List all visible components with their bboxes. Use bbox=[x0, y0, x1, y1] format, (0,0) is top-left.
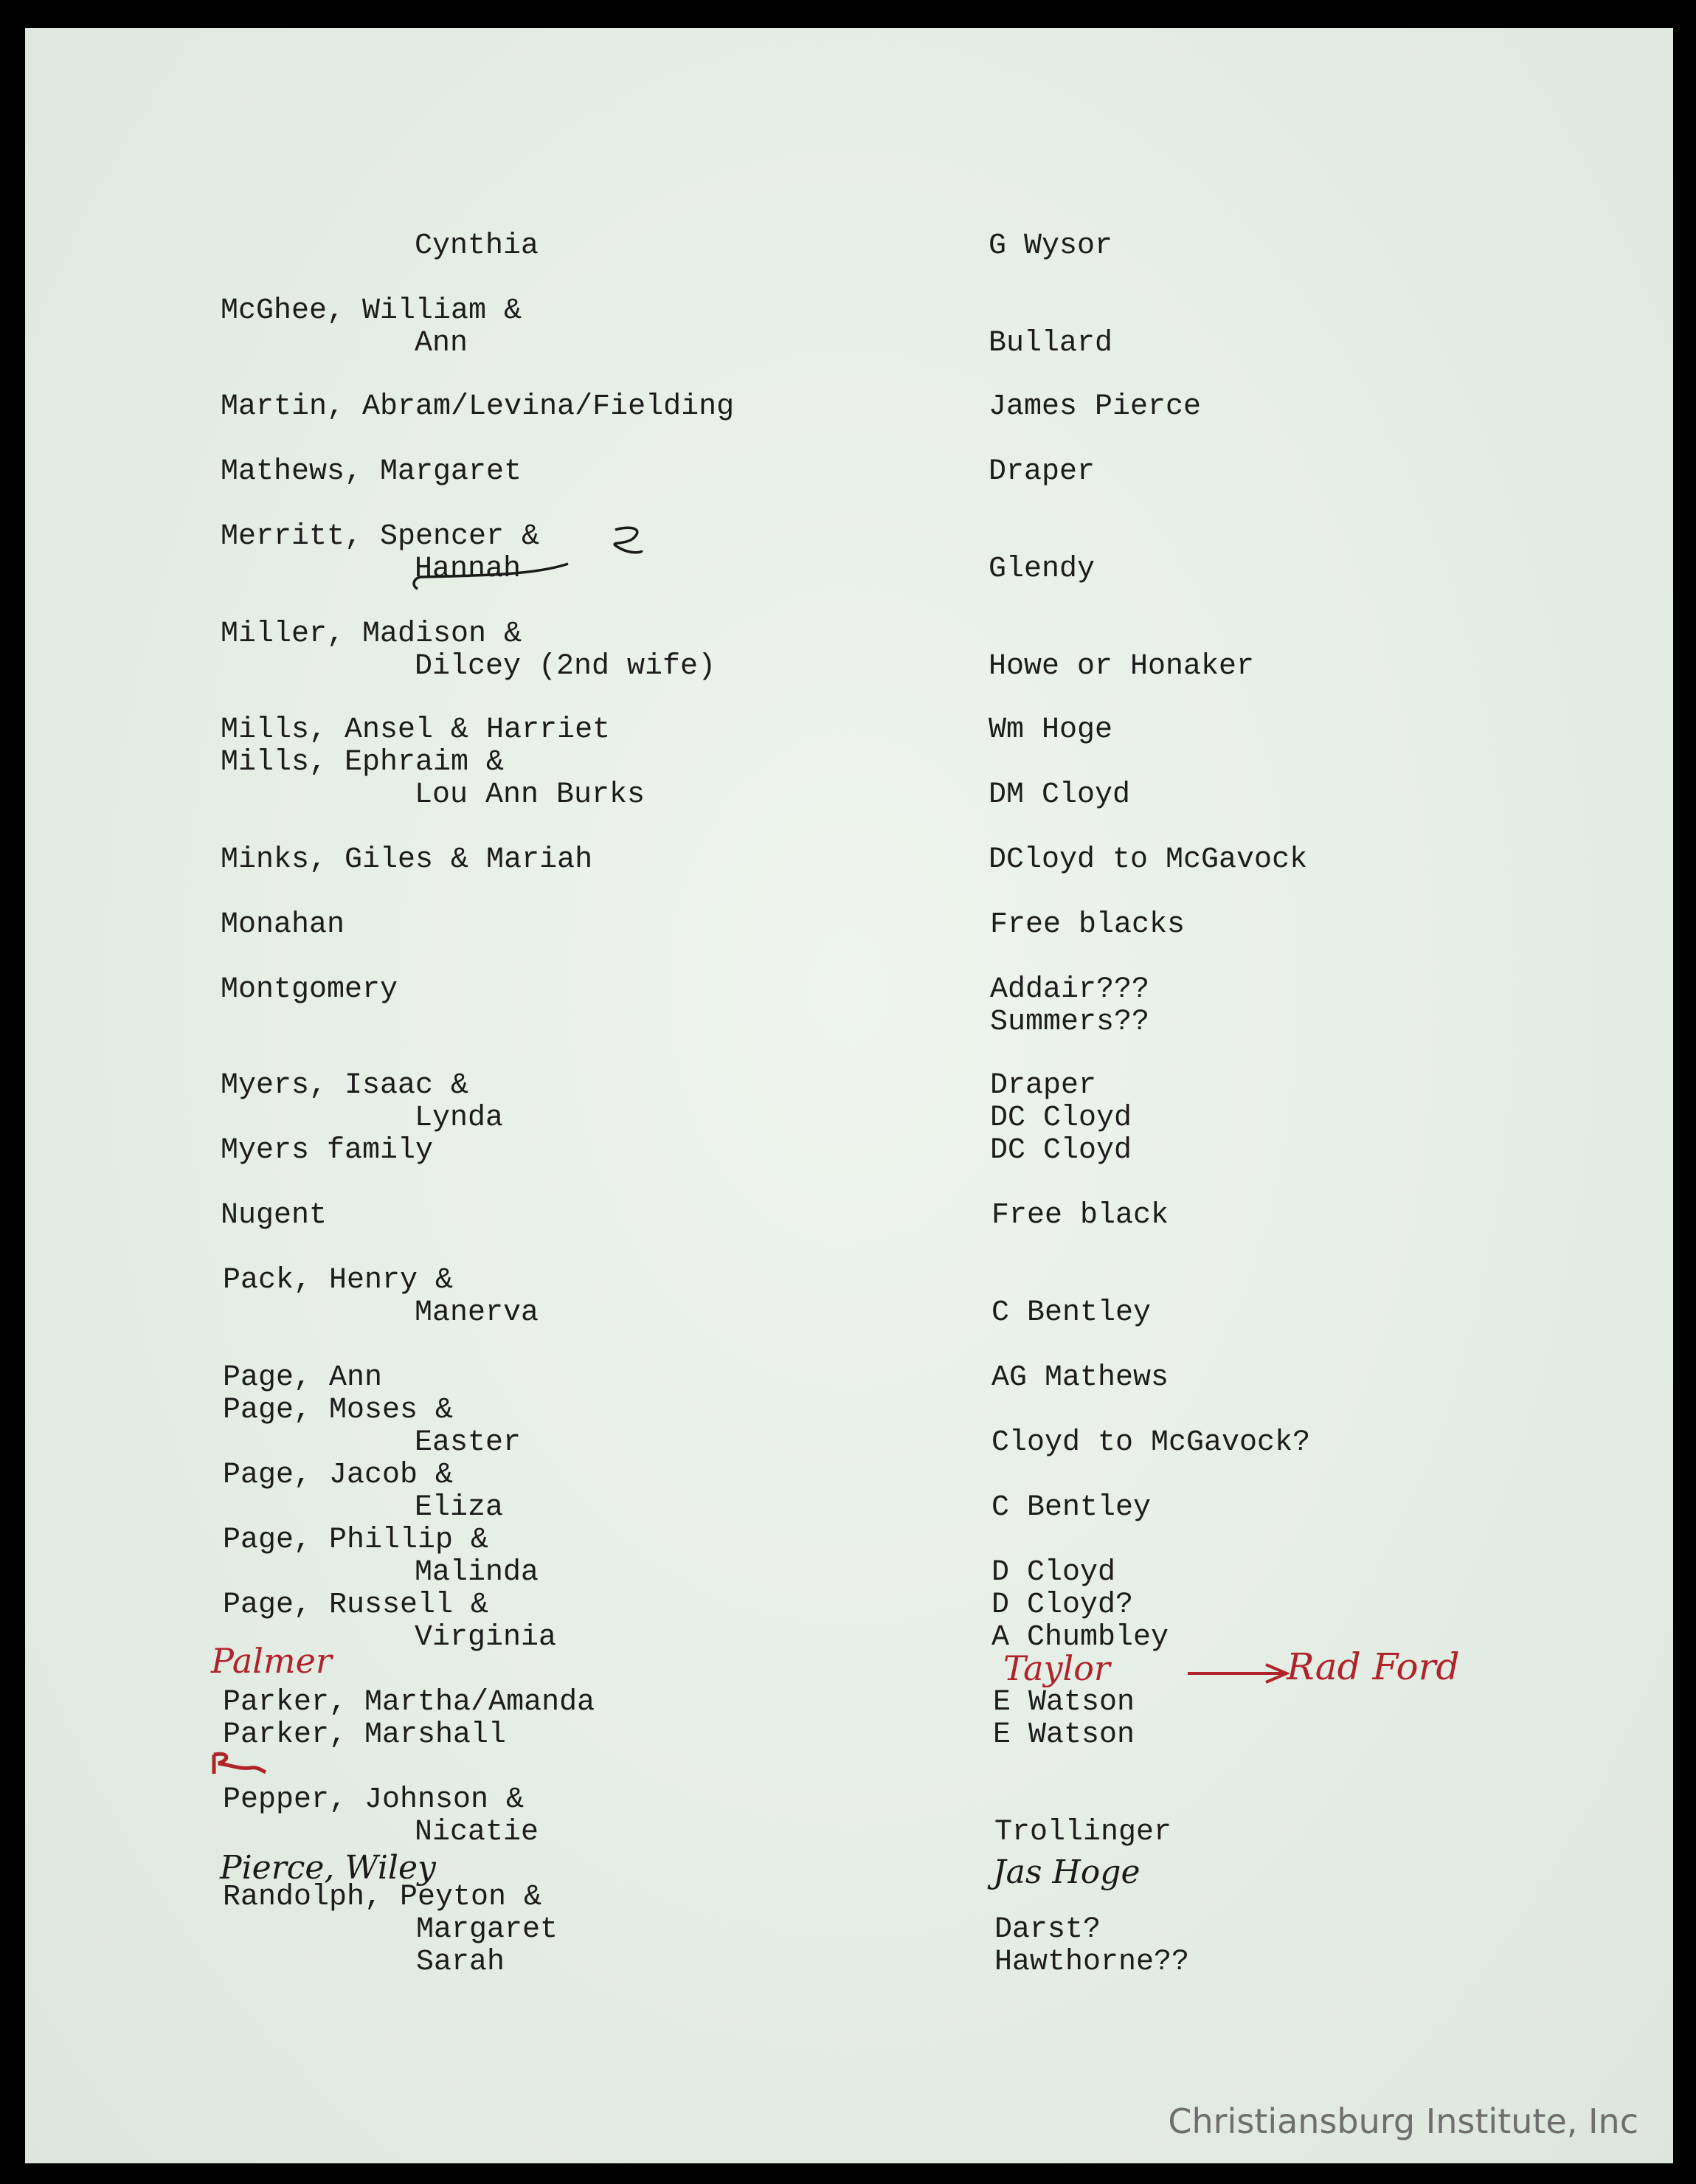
entry-monahan: Monahan bbox=[221, 908, 345, 941]
entry-page-moses-cont: Easter bbox=[415, 1426, 522, 1459]
document-page bbox=[25, 28, 1673, 2163]
entry-pack-cont: Manerva bbox=[415, 1296, 539, 1330]
owner-draper-2: Draper bbox=[990, 1069, 1097, 1102]
entry-page-phillip: Page, Phillip & bbox=[223, 1524, 489, 1557]
entry-page-ann: Page, Ann bbox=[223, 1361, 383, 1395]
owner-darst: Darst? bbox=[994, 1913, 1101, 1946]
owner-dcloyd-mcgavock: DCloyd to McGavock bbox=[989, 843, 1308, 877]
owner-gwysor: G Wysor bbox=[989, 229, 1113, 263]
owner-dc-cloyd-2: DC Cloyd bbox=[990, 1134, 1132, 1167]
owner-dm-cloyd: DM Cloyd bbox=[989, 778, 1131, 812]
entry-myers-isaac: Myers, Isaac & bbox=[221, 1069, 469, 1102]
handwritten-jas-hoge: Jas Hoge bbox=[993, 1853, 1141, 1891]
owner-trollinger: Trollinger bbox=[994, 1816, 1172, 1849]
entry-page-russell-cont: Virginia bbox=[415, 1621, 557, 1654]
entry-parker-marshall: Parker, Marshall bbox=[223, 1718, 507, 1752]
owner-draper: Draper bbox=[989, 455, 1096, 488]
entry-page-russell: Page, Russell & bbox=[223, 1589, 489, 1622]
red-scribble-mark bbox=[210, 1749, 269, 1778]
swap-curve-mark bbox=[387, 521, 652, 602]
entry-page-jacob-cont: Eliza bbox=[415, 1491, 504, 1524]
red-arrow-icon bbox=[1183, 1660, 1294, 1687]
handwritten-rad-ford: Rad Ford bbox=[1287, 1645, 1460, 1688]
owner-addair: Addair??? bbox=[990, 973, 1150, 1006]
owner-hawthorne: Hawthorne?? bbox=[994, 1946, 1190, 1979]
handwritten-palmer: Palmer bbox=[211, 1641, 332, 1681]
entry-page-jacob: Page, Jacob & bbox=[223, 1459, 454, 1492]
entry-mcghee-cont: Ann bbox=[415, 327, 468, 360]
owner-c-bentley-2: C Bentley bbox=[991, 1491, 1152, 1524]
owner-free-blacks: Free blacks bbox=[990, 908, 1186, 941]
entry-montgomery: Montgomery bbox=[221, 973, 398, 1006]
owner-c-bentley-1: C Bentley bbox=[991, 1296, 1152, 1330]
handwritten-pierce-wiley: Pierce, Wiley bbox=[220, 1849, 436, 1887]
handwritten-taylor: Taylor bbox=[1003, 1648, 1110, 1688]
watermark: Christiansburg Institute, Inc bbox=[1168, 2101, 1638, 2141]
owner-cloyd-mcgavock: Cloyd to McGavock? bbox=[991, 1426, 1311, 1459]
entry-merritt-cont: Hannah bbox=[415, 553, 522, 586]
owner-james-pierce: James Pierce bbox=[989, 390, 1202, 424]
entry-mills-ephraim: Mills, Ephraim & bbox=[221, 746, 505, 779]
entry-parker-martha: Parker, Martha/Amanda bbox=[223, 1686, 595, 1719]
entry-miller: Miller, Madison & bbox=[221, 618, 522, 651]
entry-mills-cont: Lou Ann Burks bbox=[415, 778, 645, 812]
owner-d-cloyd-1: D Cloyd bbox=[991, 1556, 1116, 1589]
entry-randolph-cont: Margaret bbox=[416, 1913, 558, 1946]
owner-a-chumbley: A Chumbley bbox=[991, 1621, 1169, 1654]
owner-howe: Howe or Honaker bbox=[989, 650, 1255, 683]
owner-free-black: Free black bbox=[991, 1199, 1169, 1232]
entry-page-moses: Page, Moses & bbox=[223, 1394, 454, 1427]
entry-nugent: Nugent bbox=[221, 1199, 328, 1232]
owner-bullard: Bullard bbox=[989, 327, 1113, 360]
entry-minks: Minks, Giles & Mariah bbox=[221, 843, 593, 877]
entry-myers-cont: Lynda bbox=[415, 1102, 504, 1135]
owner-d-cloyd-2: D Cloyd? bbox=[991, 1589, 1134, 1622]
entry-mathews: Mathews, Margaret bbox=[221, 455, 522, 488]
entry-myers-family: Myers family bbox=[221, 1134, 434, 1167]
entry-martin: Martin, Abram/Levina/Fielding bbox=[221, 390, 735, 424]
entry-pepper: Pepper, Johnson & bbox=[223, 1783, 525, 1817]
owner-glendy: Glendy bbox=[989, 553, 1096, 586]
entry-mills-ansel: Mills, Ansel & Harriet bbox=[221, 713, 611, 747]
owner-ag-mathews: AG Mathews bbox=[991, 1361, 1169, 1395]
entry-pack: Pack, Henry & bbox=[223, 1264, 454, 1297]
owner-wm-hoge: Wm Hoge bbox=[989, 713, 1113, 747]
entry-mcghee: McGhee, William & bbox=[221, 294, 522, 328]
entry-cynthia: Cynthia bbox=[415, 229, 539, 263]
entry-pepper-cont: Nicatie bbox=[415, 1816, 539, 1849]
owner-dc-cloyd-1: DC Cloyd bbox=[990, 1102, 1132, 1135]
owner-summers: Summers?? bbox=[990, 1006, 1150, 1039]
entry-page-phillip-cont: Malinda bbox=[415, 1556, 539, 1589]
entry-merritt: Merritt, Spencer & bbox=[221, 520, 540, 553]
entry-randolph-sarah: Sarah bbox=[416, 1946, 505, 1979]
entry-randolph: Randolph, Peyton & bbox=[223, 1881, 542, 1914]
owner-e-watson-1: E Watson bbox=[993, 1686, 1135, 1719]
owner-e-watson-2: E Watson bbox=[993, 1718, 1135, 1752]
entry-miller-cont: Dilcey (2nd wife) bbox=[415, 650, 716, 683]
